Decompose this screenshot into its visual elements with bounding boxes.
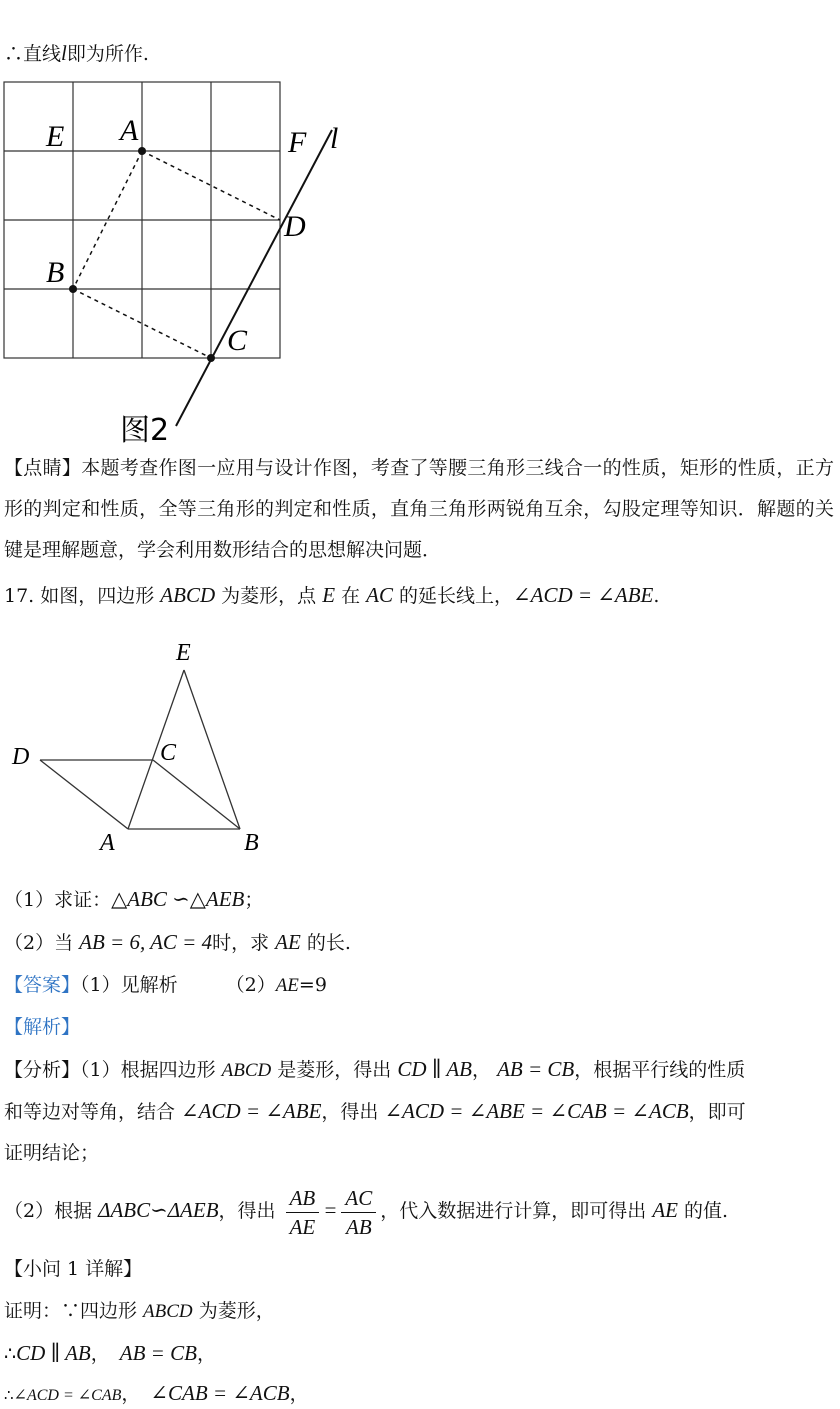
proof-line-2 [4, 1340, 216, 1367]
answer-2-label: （2） [225, 974, 276, 996]
line-l [176, 130, 332, 426]
fig17-label-d: D [12, 744, 30, 770]
part-1 [4, 886, 263, 913]
part1-end: ； [244, 889, 264, 911]
fenxi-t2: 是菱形，得出 [271, 1059, 398, 1081]
fenxi-e3: ∠ACD = ∠ABE [181, 1099, 322, 1123]
proof-l3a: ∴ [4, 1386, 14, 1404]
frac2-den: AB [346, 1214, 372, 1239]
top-text-end: 即为所作. [66, 43, 149, 65]
answer-2-expr: AE [275, 975, 299, 996]
rhombus-and-triangle [40, 670, 240, 829]
fenxi-tag: 【分析】 [4, 1059, 81, 1081]
figure-caption: 图2 [120, 413, 170, 448]
q17-mid2: 在 [335, 585, 367, 607]
fig17-label-e: E [176, 640, 191, 666]
proof-l2c: ， [90, 1343, 110, 1365]
fig17-label-b: B [244, 830, 259, 856]
proof-l3b: ∠ACD = ∠CAB [13, 1387, 122, 1404]
fenxi-t7: ，即可 [688, 1101, 746, 1123]
proof-l1a: 证明：∵四边形 [4, 1300, 144, 1322]
fenxi-t6: ，得出 [321, 1101, 385, 1123]
fenxi-abcd: ABCD [221, 1060, 272, 1081]
part-2 [4, 929, 351, 956]
question-17 [4, 582, 659, 609]
point-a [138, 147, 146, 155]
label-e: E [46, 120, 65, 153]
top-text: 直线 [23, 43, 62, 65]
answer-line [4, 972, 327, 999]
proof-l3d: ∠CAB = ∠ACB [150, 1381, 290, 1405]
q17-ac: AC [366, 583, 393, 607]
frac1-den: AE [289, 1214, 316, 1239]
fenxi-t5: 和等边对等角，结合 [4, 1101, 182, 1123]
figure-17 [0, 630, 300, 866]
q17-abcd: ABCD [160, 583, 216, 607]
analysis-tag: 【解析】 [4, 1016, 81, 1038]
point-b [69, 285, 77, 293]
comment-tag: 【点睛】 [4, 457, 82, 479]
fenxi-part-2 [4, 1180, 728, 1241]
proof-l2e: ， [196, 1343, 216, 1365]
detail-tag: 【小问 1 详解】 [4, 1258, 143, 1280]
fenxi-line-3: 证明结论； [4, 1142, 100, 1164]
proof-l2b: CD ∥ AB [16, 1341, 91, 1365]
label-a: A [120, 114, 139, 147]
answer-2-value: =9 [298, 974, 327, 996]
dashed-lines [73, 151, 280, 358]
fenxi-line-1 [4, 1056, 745, 1084]
fig17-label-c: C [160, 740, 177, 766]
proof-line-1 [4, 1298, 275, 1325]
fenxi2-ae: AE [652, 1198, 678, 1222]
proof-l2d: AB = CB [119, 1341, 197, 1365]
proof-l2a: ∴ [4, 1343, 17, 1365]
part1-expr: △ABC ∽△AEB [111, 887, 245, 911]
fenxi-t4: ，根据平行线的性质 [574, 1059, 746, 1081]
proof-l1c: 为菱形， [192, 1300, 275, 1322]
fenxi2-eq: = [323, 1198, 338, 1222]
fenxi2-t2: ，得出 [218, 1200, 282, 1222]
fenxi-t1: （1）根据四边形 [80, 1059, 222, 1081]
q17-e: E [322, 583, 336, 607]
fenxi2-e1: ΔABC∽ΔAEB [98, 1198, 219, 1222]
fig17-label-a: A [100, 830, 115, 856]
figure-2 [0, 76, 360, 452]
q17-condition: ∠ACD = ∠ABE [513, 583, 654, 607]
label-f: F [288, 126, 307, 159]
top-line [4, 40, 149, 67]
answer-tag: 【答案】 [4, 974, 81, 996]
part2-mid: 时，求 [212, 932, 276, 954]
fenxi-e1: CD ∥ AB [397, 1057, 473, 1081]
fenxi2-t1: （2）根据 [4, 1200, 99, 1222]
q17-mid1: 为菱形，点 [215, 585, 323, 607]
proof-l3c: ， [121, 1383, 141, 1405]
label-l: l [330, 122, 339, 155]
point-c [207, 354, 215, 362]
part2-expr: AB = 6, AC = 4 [79, 930, 213, 954]
fenxi2-t3: ，代入数据进行计算，即可得出 [380, 1200, 653, 1222]
fraction-ac-ab [341, 1184, 376, 1241]
part1-label: （1）求证： [4, 889, 112, 911]
fraction-ab-ae [286, 1184, 320, 1241]
fenxi-t3: ， [472, 1059, 498, 1081]
part2-ae: AE [275, 930, 301, 954]
proof-line-3 [4, 1380, 309, 1409]
comment-text: 本题考查作图一应用与设计作图，考查了等腰三角形三线合一的性质，矩形的性质，正方形的判定和性质，全等三角形的判定和性质，直角三角形两锐角互余，勾股定理等知识．解题的关键是理解题意，学会利用数形结合的思想解决问题． [4, 457, 834, 561]
part2-end: 的长. [300, 932, 351, 954]
label-b: B [46, 256, 65, 289]
comment-paragraph [4, 448, 834, 571]
label-c: C [227, 324, 248, 357]
frac1-num: AB [286, 1184, 320, 1213]
part2-label: （2）当 [4, 932, 80, 954]
label-d: D [284, 210, 306, 243]
q17-end: . [653, 585, 660, 607]
therefore-symbol: ∴ [4, 43, 24, 65]
fenxi-e2: AB = CB [497, 1057, 575, 1081]
line-l-label: l [61, 41, 67, 65]
proof-l3e: ， [289, 1383, 309, 1405]
frac2-num: AC [341, 1184, 376, 1213]
answer-1: （1）见解析 [80, 974, 178, 996]
fenxi-line-2 [4, 1098, 746, 1125]
fenxi-e4: ∠ACD = ∠ABE = ∠CAB = ∠ACB [384, 1099, 689, 1123]
fenxi2-t4: 的值. [677, 1200, 729, 1222]
q17-mid3: 的延长线上， [392, 585, 514, 607]
proof-l1b: ABCD [143, 1301, 193, 1322]
q17-prefix: 17. 如图，四边形 [4, 585, 161, 607]
